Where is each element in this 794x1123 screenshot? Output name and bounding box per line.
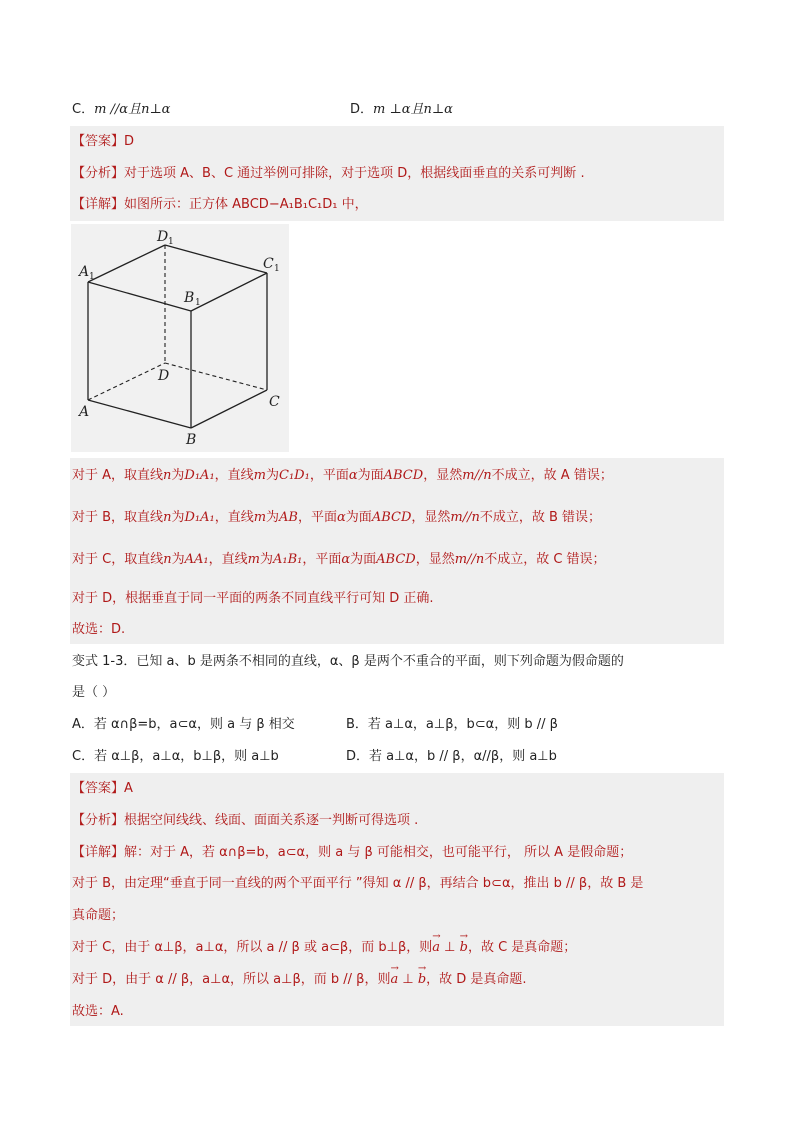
question-option-c: C．若 α⊥β，a⊥α，b⊥β，则 a⊥b: [72, 749, 279, 764]
label-b1-sub: 1: [195, 298, 201, 308]
question-stem-line1: 变式 1-3．已知 a、b 是两条不相同的直线，α、β 是两个不重合的平面，则下列命题为假命题的: [72, 654, 624, 669]
label-b1: B: [184, 290, 195, 306]
detail-line-1: 【详解】如图所示：正方体 ABCD−A₁B₁C₁D₁ 中，: [72, 197, 368, 212]
vector-a: → a: [390, 970, 398, 990]
label-d: D: [158, 368, 170, 384]
detail2-option-d: 对于 D，由于 α // β，a⊥α，所以 a⊥β，而 b // β，则→ a ⊥ → b，故 D 是真命题.: [72, 970, 527, 990]
detail2-option-c: 对于 C，由于 α⊥β，a⊥α，所以 a // β 或 a⊂β，而 b⊥β，则→ a ⊥ → b，故 C 是真命题；: [72, 938, 576, 958]
answer-line-1: 【答案】D: [72, 134, 135, 149]
label-a1: A: [79, 264, 90, 280]
detail2-option-b-line1: 对于 B，由定理“垂直于同一直线的两个平面平行 ”得知 α // β，再结合 b⊂α，推出 b // β，故 B 是: [72, 876, 644, 891]
analysis-line-2: 【分析】根据空间线线、线面、面面关系逐一判断可得选项 .: [72, 813, 419, 828]
label-c1-sub: 1: [274, 264, 280, 274]
question-option-b: B．若 a⊥α，a⊥β，b⊂α，则 b // β: [346, 717, 558, 732]
question-stem-line2: 是（ ）: [72, 685, 116, 700]
vector-b: → b: [460, 938, 468, 958]
detail-option-d: 对于 D，根据垂直于同一平面的两条不同直线平行可知 D 正确.: [72, 591, 434, 606]
label-d1-sub: 1: [168, 237, 174, 247]
question-option-a: A．若 α∩β=b，a⊂α，则 a 与 β 相交: [72, 717, 295, 732]
label-a1-sub: 1: [89, 272, 95, 282]
vector-a: → a: [432, 938, 440, 958]
label-a: A: [79, 404, 90, 420]
vector-b: → b: [418, 970, 426, 990]
label-d1: D: [157, 229, 169, 245]
label-b: B: [186, 432, 197, 448]
option-c-prev: C．m //α且n⊥α: [72, 102, 171, 117]
choose-line-1: 故选：D.: [72, 622, 126, 637]
analysis-line-1: 【分析】对于选项 A、B、C 通过举例可排除，对于选项 D，根据线面垂直的关系可判断 .: [72, 166, 585, 181]
label-c: C: [269, 394, 280, 410]
detail-option-c: 对于 C，取直线n为AA₁，直线m为A₁B₁，平面α为面ABCD，显然m//n不成立，故 C 错误；: [72, 552, 606, 567]
detail-option-b: 对于 B，取直线n为D₁A₁，直线m为AB，平面α为面ABCD，显然m//n不成立，故 B 错误；: [72, 510, 602, 525]
question-option-d: D．若 a⊥α，b // β，α//β，则 a⊥b: [346, 749, 557, 764]
detail2-option-b-line2: 真命题；: [72, 908, 125, 923]
label-c1: C: [263, 256, 274, 272]
cube-figure: [71, 224, 289, 452]
choose-line-2: 故选：A.: [72, 1004, 124, 1019]
cube-diagram: [71, 224, 289, 452]
answer-line-2: 【答案】A: [72, 781, 133, 796]
detail-line-2: 【详解】解：对于 A，若 α∩β=b，a⊂α，则 a 与 β 可能相交，也可能平行， 所以 A 是假命题；: [72, 845, 633, 860]
option-d-prev: D．m ⊥α且n⊥α: [350, 102, 453, 117]
detail-option-a: 对于 A，取直线n为D₁A₁，直线m为C₁D₁，平面α为面ABCD，显然m//n不成立，故 A 错误；: [72, 468, 613, 483]
